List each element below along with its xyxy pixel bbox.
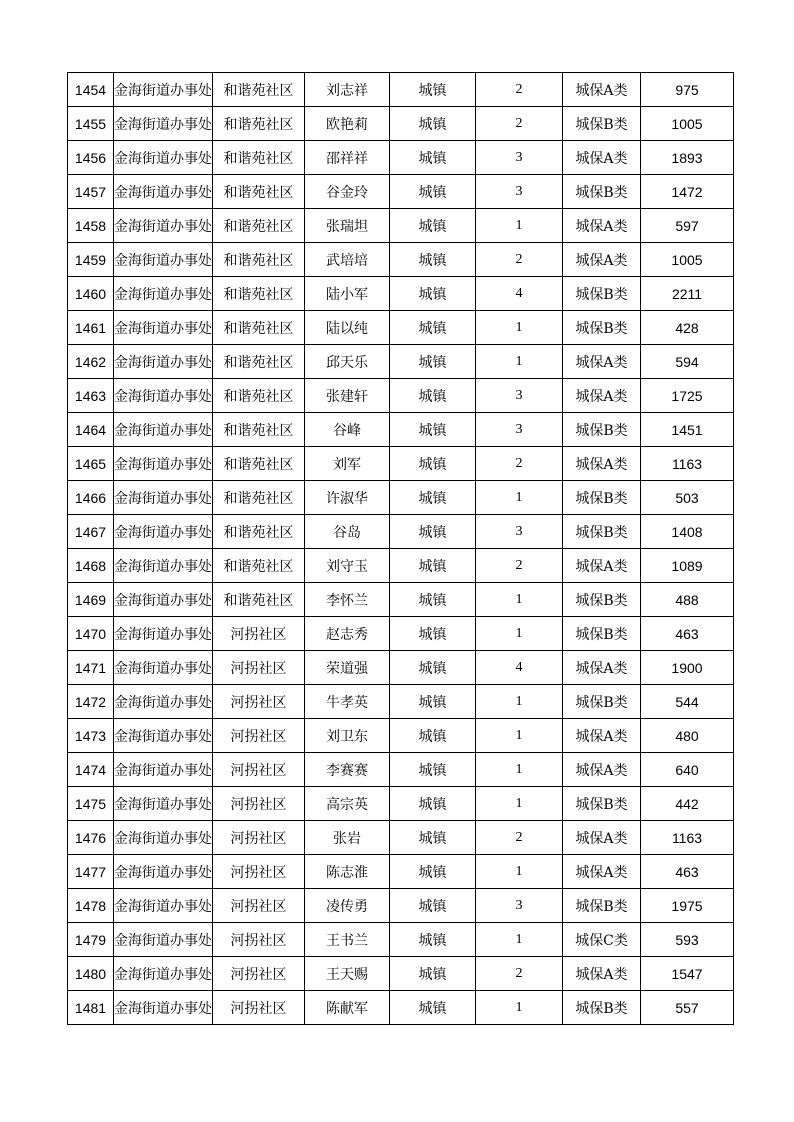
office-cell: 金海街道办事处 [114,787,213,821]
table-row [68,889,734,923]
amount-cell: 428 [641,311,734,345]
table-row [68,515,734,549]
amount-cell: 1975 [641,889,734,923]
area-cell: 城镇 [390,719,476,753]
community-cell: 和谐苑社区 [213,413,305,447]
area-cell: 城镇 [390,549,476,583]
record-id-cell: 1473 [68,719,114,753]
record-id-cell: 1479 [68,923,114,957]
area-cell: 城镇 [390,753,476,787]
record-id-cell: 1480 [68,957,114,991]
insurance-type-cell: 城保C类 [563,923,641,957]
insurance-type-cell: 城保A类 [563,243,641,277]
amount-cell: 557 [641,991,734,1025]
insurance-type-cell: 城保A类 [563,345,641,379]
name-cell: 高宗英 [305,787,390,821]
area-cell: 城镇 [390,277,476,311]
table-row [68,583,734,617]
household-count-cell: 1 [476,311,563,345]
insurance-type-cell: 城保B类 [563,311,641,345]
community-cell: 和谐苑社区 [213,141,305,175]
name-cell: 张建轩 [305,379,390,413]
area-cell: 城镇 [390,923,476,957]
area-cell: 城镇 [390,991,476,1025]
record-id-cell: 1460 [68,277,114,311]
table-row [68,447,734,481]
household-count-cell: 1 [476,481,563,515]
insurance-type-cell: 城保A类 [563,855,641,889]
amount-cell: 463 [641,855,734,889]
name-cell: 凌传勇 [305,889,390,923]
name-cell: 王书兰 [305,923,390,957]
area-cell: 城镇 [390,141,476,175]
record-id-cell: 1463 [68,379,114,413]
insurance-type-cell: 城保A类 [563,141,641,175]
office-cell: 金海街道办事处 [114,345,213,379]
community-cell: 和谐苑社区 [213,243,305,277]
table-row [68,753,734,787]
name-cell: 陈献军 [305,991,390,1025]
household-count-cell: 1 [476,719,563,753]
office-cell: 金海街道办事处 [114,583,213,617]
table-row [68,923,734,957]
name-cell: 刘守玉 [305,549,390,583]
name-cell: 王天赐 [305,957,390,991]
office-cell: 金海街道办事处 [114,957,213,991]
name-cell: 赵志秀 [305,617,390,651]
table-row [68,549,734,583]
area-cell: 城镇 [390,175,476,209]
area-cell: 城镇 [390,889,476,923]
insurance-type-cell: 城保B类 [563,277,641,311]
table-row [68,243,734,277]
area-cell: 城镇 [390,515,476,549]
household-count-cell: 1 [476,787,563,821]
name-cell: 刘军 [305,447,390,481]
insurance-type-cell: 城保A类 [563,209,641,243]
insurance-type-cell: 城保A类 [563,719,641,753]
record-id-cell: 1461 [68,311,114,345]
table-row [68,617,734,651]
table-row [68,481,734,515]
amount-cell: 2211 [641,277,734,311]
data-table [67,72,734,1025]
insurance-type-cell: 城保B类 [563,685,641,719]
area-cell: 城镇 [390,821,476,855]
record-id-cell: 1476 [68,821,114,855]
name-cell: 张岩 [305,821,390,855]
record-id-cell: 1472 [68,685,114,719]
community-cell: 和谐苑社区 [213,345,305,379]
community-cell: 河拐社区 [213,991,305,1025]
household-count-cell: 2 [476,957,563,991]
name-cell: 谷峰 [305,413,390,447]
record-id-cell: 1468 [68,549,114,583]
office-cell: 金海街道办事处 [114,141,213,175]
name-cell: 刘志祥 [305,73,390,107]
household-count-cell: 2 [476,243,563,277]
name-cell: 荣道强 [305,651,390,685]
table-row [68,379,734,413]
amount-cell: 1089 [641,549,734,583]
insurance-type-cell: 城保A类 [563,379,641,413]
table-row [68,991,734,1025]
insurance-type-cell: 城保A类 [563,447,641,481]
community-cell: 和谐苑社区 [213,311,305,345]
household-count-cell: 3 [476,175,563,209]
community-cell: 和谐苑社区 [213,175,305,209]
office-cell: 金海街道办事处 [114,413,213,447]
amount-cell: 480 [641,719,734,753]
insurance-type-cell: 城保A类 [563,73,641,107]
office-cell: 金海街道办事处 [114,175,213,209]
office-cell: 金海街道办事处 [114,855,213,889]
table-row [68,311,734,345]
household-count-cell: 1 [476,923,563,957]
name-cell: 谷岛 [305,515,390,549]
household-count-cell: 1 [476,991,563,1025]
record-id-cell: 1470 [68,617,114,651]
table-row [68,73,734,107]
community-cell: 和谐苑社区 [213,549,305,583]
insurance-type-cell: 城保B类 [563,481,641,515]
record-id-cell: 1481 [68,991,114,1025]
office-cell: 金海街道办事处 [114,617,213,651]
amount-cell: 488 [641,583,734,617]
record-id-cell: 1459 [68,243,114,277]
record-id-cell: 1466 [68,481,114,515]
table-row [68,855,734,889]
household-count-cell: 4 [476,277,563,311]
record-id-cell: 1469 [68,583,114,617]
community-cell: 河拐社区 [213,617,305,651]
community-cell: 河拐社区 [213,855,305,889]
household-count-cell: 3 [476,515,563,549]
insurance-type-cell: 城保A类 [563,753,641,787]
record-id-cell: 1478 [68,889,114,923]
office-cell: 金海街道办事处 [114,651,213,685]
household-count-cell: 2 [476,107,563,141]
amount-cell: 503 [641,481,734,515]
record-id-cell: 1477 [68,855,114,889]
amount-cell: 544 [641,685,734,719]
amount-cell: 597 [641,209,734,243]
community-cell: 河拐社区 [213,957,305,991]
name-cell: 陆小军 [305,277,390,311]
community-cell: 和谐苑社区 [213,481,305,515]
insurance-type-cell: 城保A类 [563,957,641,991]
amount-cell: 1163 [641,447,734,481]
household-count-cell: 2 [476,549,563,583]
community-cell: 和谐苑社区 [213,209,305,243]
table-row [68,345,734,379]
amount-cell: 1005 [641,243,734,277]
table-row [68,107,734,141]
household-count-cell: 1 [476,209,563,243]
area-cell: 城镇 [390,685,476,719]
community-cell: 和谐苑社区 [213,515,305,549]
name-cell: 陈志淮 [305,855,390,889]
amount-cell: 1472 [641,175,734,209]
record-id-cell: 1474 [68,753,114,787]
area-cell: 城镇 [390,957,476,991]
name-cell: 张瑞坦 [305,209,390,243]
amount-cell: 1005 [641,107,734,141]
area-cell: 城镇 [390,481,476,515]
amount-cell: 1547 [641,957,734,991]
household-count-cell: 2 [476,821,563,855]
community-cell: 和谐苑社区 [213,277,305,311]
community-cell: 和谐苑社区 [213,73,305,107]
table-row [68,277,734,311]
office-cell: 金海街道办事处 [114,991,213,1025]
office-cell: 金海街道办事处 [114,753,213,787]
area-cell: 城镇 [390,209,476,243]
name-cell: 谷金玲 [305,175,390,209]
office-cell: 金海街道办事处 [114,549,213,583]
office-cell: 金海街道办事处 [114,447,213,481]
record-id-cell: 1471 [68,651,114,685]
amount-cell: 1900 [641,651,734,685]
amount-cell: 975 [641,73,734,107]
community-cell: 河拐社区 [213,685,305,719]
table-row [68,719,734,753]
office-cell: 金海街道办事处 [114,379,213,413]
name-cell: 欧艳莉 [305,107,390,141]
name-cell: 刘卫东 [305,719,390,753]
name-cell: 李怀兰 [305,583,390,617]
record-id-cell: 1462 [68,345,114,379]
household-count-cell: 1 [476,685,563,719]
name-cell: 陆以纯 [305,311,390,345]
amount-cell: 1451 [641,413,734,447]
office-cell: 金海街道办事处 [114,277,213,311]
table-row [68,787,734,821]
community-cell: 河拐社区 [213,651,305,685]
table-row [68,413,734,447]
amount-cell: 593 [641,923,734,957]
office-cell: 金海街道办事处 [114,73,213,107]
office-cell: 金海街道办事处 [114,889,213,923]
community-cell: 河拐社区 [213,821,305,855]
insurance-type-cell: 城保A类 [563,549,641,583]
table-row [68,141,734,175]
record-id-cell: 1457 [68,175,114,209]
amount-cell: 463 [641,617,734,651]
insurance-type-cell: 城保B类 [563,617,641,651]
household-count-cell: 3 [476,379,563,413]
table-body [68,73,734,1025]
insurance-type-cell: 城保B类 [563,413,641,447]
table-row [68,957,734,991]
area-cell: 城镇 [390,855,476,889]
household-count-cell: 3 [476,141,563,175]
household-count-cell: 1 [476,345,563,379]
office-cell: 金海街道办事处 [114,821,213,855]
household-count-cell: 3 [476,413,563,447]
record-id-cell: 1458 [68,209,114,243]
name-cell: 李赛赛 [305,753,390,787]
amount-cell: 594 [641,345,734,379]
table-row [68,651,734,685]
table-row [68,175,734,209]
table-row [68,209,734,243]
office-cell: 金海街道办事处 [114,243,213,277]
record-id-cell: 1456 [68,141,114,175]
household-count-cell: 4 [476,651,563,685]
area-cell: 城镇 [390,345,476,379]
name-cell: 邱天乐 [305,345,390,379]
office-cell: 金海街道办事处 [114,209,213,243]
household-count-cell: 1 [476,855,563,889]
area-cell: 城镇 [390,107,476,141]
name-cell: 许淑华 [305,481,390,515]
insurance-type-cell: 城保B类 [563,515,641,549]
record-id-cell: 1475 [68,787,114,821]
area-cell: 城镇 [390,73,476,107]
area-cell: 城镇 [390,379,476,413]
name-cell: 武培培 [305,243,390,277]
area-cell: 城镇 [390,413,476,447]
community-cell: 和谐苑社区 [213,379,305,413]
amount-cell: 1725 [641,379,734,413]
insurance-type-cell: 城保A类 [563,821,641,855]
area-cell: 城镇 [390,311,476,345]
office-cell: 金海街道办事处 [114,719,213,753]
amount-cell: 640 [641,753,734,787]
insurance-type-cell: 城保B类 [563,107,641,141]
insurance-type-cell: 城保B类 [563,175,641,209]
community-cell: 河拐社区 [213,889,305,923]
area-cell: 城镇 [390,447,476,481]
household-count-cell: 2 [476,73,563,107]
community-cell: 河拐社区 [213,923,305,957]
office-cell: 金海街道办事处 [114,685,213,719]
area-cell: 城镇 [390,583,476,617]
household-count-cell: 3 [476,889,563,923]
area-cell: 城镇 [390,243,476,277]
office-cell: 金海街道办事处 [114,923,213,957]
record-id-cell: 1467 [68,515,114,549]
record-id-cell: 1455 [68,107,114,141]
name-cell: 牛孝英 [305,685,390,719]
insurance-type-cell: 城保A类 [563,651,641,685]
table-row [68,685,734,719]
insurance-type-cell: 城保B类 [563,889,641,923]
record-id-cell: 1464 [68,413,114,447]
office-cell: 金海街道办事处 [114,515,213,549]
amount-cell: 1163 [641,821,734,855]
community-cell: 和谐苑社区 [213,583,305,617]
household-count-cell: 1 [476,583,563,617]
office-cell: 金海街道办事处 [114,107,213,141]
household-count-cell: 2 [476,447,563,481]
household-count-cell: 1 [476,753,563,787]
household-count-cell: 1 [476,617,563,651]
community-cell: 和谐苑社区 [213,107,305,141]
community-cell: 河拐社区 [213,719,305,753]
table-row [68,821,734,855]
office-cell: 金海街道办事处 [114,311,213,345]
community-cell: 和谐苑社区 [213,447,305,481]
record-id-cell: 1454 [68,73,114,107]
amount-cell: 442 [641,787,734,821]
amount-cell: 1893 [641,141,734,175]
record-id-cell: 1465 [68,447,114,481]
area-cell: 城镇 [390,617,476,651]
community-cell: 河拐社区 [213,753,305,787]
area-cell: 城镇 [390,787,476,821]
community-cell: 河拐社区 [213,787,305,821]
insurance-type-cell: 城保B类 [563,991,641,1025]
office-cell: 金海街道办事处 [114,481,213,515]
area-cell: 城镇 [390,651,476,685]
insurance-type-cell: 城保B类 [563,787,641,821]
amount-cell: 1408 [641,515,734,549]
name-cell: 邵祥祥 [305,141,390,175]
insurance-type-cell: 城保B类 [563,583,641,617]
